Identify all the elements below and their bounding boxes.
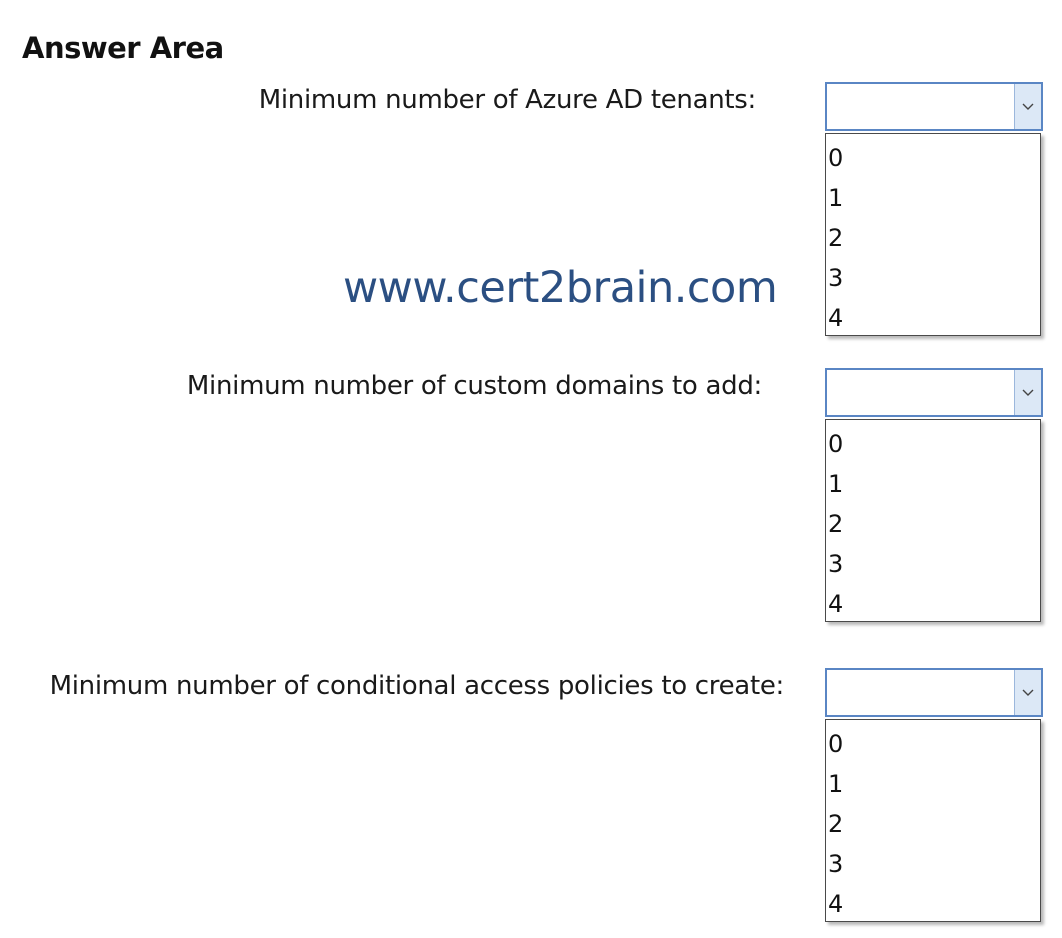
option-1[interactable]: 1 <box>828 770 844 798</box>
option-4[interactable]: 4 <box>828 890 844 918</box>
chevron-down-icon <box>1022 689 1034 697</box>
watermark: www.cert2brain.com <box>343 263 778 313</box>
option-3[interactable]: 3 <box>828 264 844 292</box>
answer-area-title: Answer Area <box>22 31 224 65</box>
option-4[interactable]: 4 <box>828 304 844 332</box>
chevron-down-icon <box>1022 389 1034 397</box>
option-4[interactable]: 4 <box>828 590 844 618</box>
select-box-custom-domains[interactable] <box>825 368 1043 417</box>
option-2[interactable]: 2 <box>828 510 844 538</box>
dropdown-conditional-access-policies[interactable] <box>825 668 1043 922</box>
dropdown-custom-domains[interactable] <box>825 368 1043 622</box>
select-box-conditional-access-policies[interactable] <box>825 668 1043 717</box>
option-0[interactable]: 0 <box>828 144 844 172</box>
option-3[interactable]: 3 <box>828 550 844 578</box>
option-1[interactable]: 1 <box>828 184 844 212</box>
option-1[interactable]: 1 <box>828 470 844 498</box>
option-3[interactable]: 3 <box>828 850 844 878</box>
select-box-azure-ad-tenants[interactable] <box>825 82 1043 131</box>
dropdown-azure-ad-tenants[interactable] <box>825 82 1043 336</box>
dropdown-toggle-button[interactable] <box>1014 670 1041 715</box>
dropdown-toggle-button[interactable] <box>1014 370 1041 415</box>
question-label-custom-domains: Minimum number of custom domains to add: <box>186 371 762 401</box>
option-2[interactable]: 2 <box>828 810 844 838</box>
option-2[interactable]: 2 <box>828 224 844 252</box>
options-list-custom-domains <box>825 419 1041 622</box>
options-list-conditional-access-policies <box>825 719 1041 922</box>
dropdown-toggle-button[interactable] <box>1014 84 1041 129</box>
chevron-down-icon <box>1022 103 1034 111</box>
question-label-azure-ad-tenants: Minimum number of Azure AD tenants: <box>258 85 756 115</box>
option-0[interactable]: 0 <box>828 430 844 458</box>
options-list-azure-ad-tenants <box>825 133 1041 336</box>
option-0[interactable]: 0 <box>828 730 844 758</box>
question-label-conditional-access-policies: Minimum number of conditional access policies to create: <box>49 671 784 701</box>
